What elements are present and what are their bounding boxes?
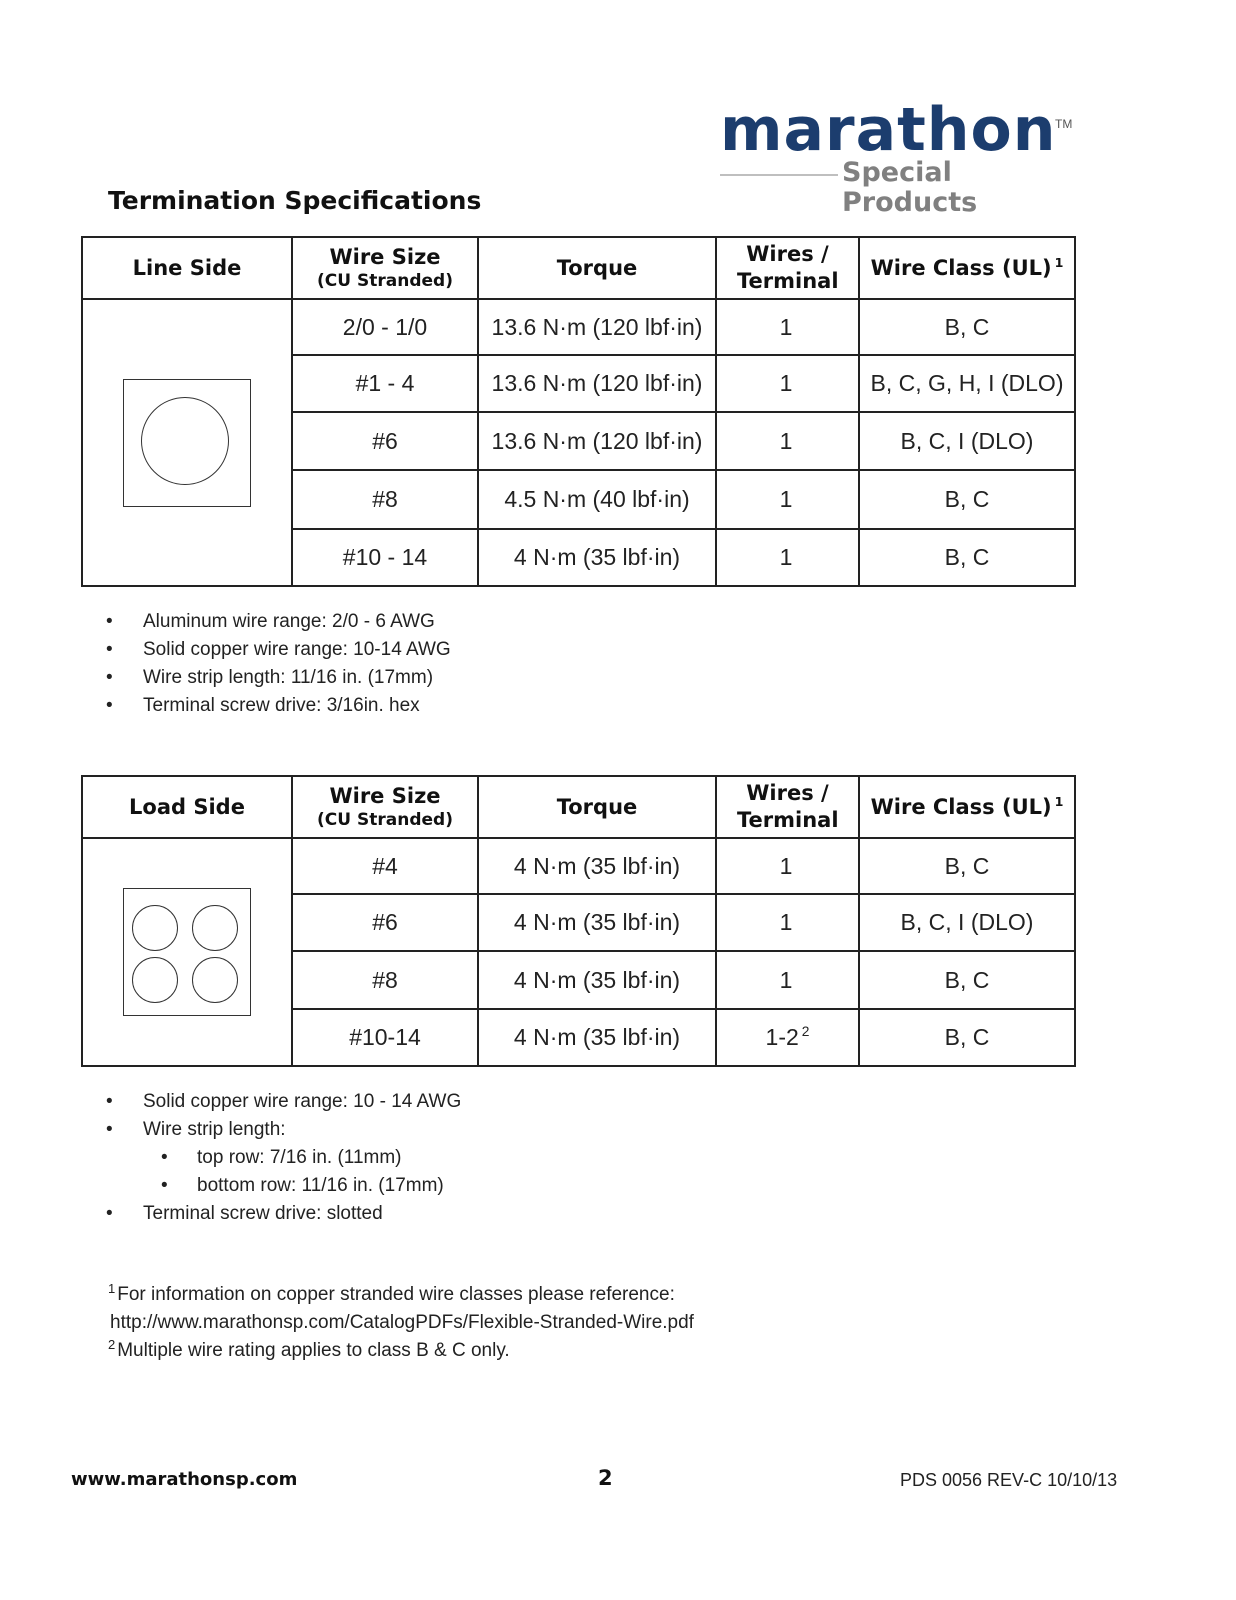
cell-torque: 4 N·m (35 lbf·in): [478, 529, 716, 586]
footnote-ref-1: 1: [1054, 793, 1064, 809]
footnote-line: [108, 1281, 694, 1309]
terminal-hole-icon: [192, 957, 238, 1003]
logo-subtitle: Special Products: [842, 157, 978, 218]
logo-rule: [720, 174, 838, 176]
note-text: Wire strip length: 11/16 in. (17mm): [143, 667, 434, 688]
cell-wires-per-terminal: [716, 412, 859, 470]
cell-wires-per-terminal: [716, 838, 859, 894]
single-terminal-diagram: [123, 379, 251, 507]
table-row: [82, 838, 1075, 894]
note-item: [106, 1116, 461, 1144]
header-wire-size: [292, 776, 478, 838]
table-header-row: [82, 237, 1075, 299]
note-item: [106, 636, 451, 664]
cell-wire-size: #6: [292, 412, 478, 470]
terminal-diagram-cell: [82, 838, 292, 1066]
footnote-text: Multiple wire rating applies to class B & C only.: [117, 1340, 510, 1361]
bullet-icon: •: [106, 695, 113, 716]
header-wire-size-sub: (CU Stranded): [317, 271, 453, 291]
footnote-mark: 1: [108, 1280, 116, 1296]
bullet-icon: •: [106, 667, 113, 688]
header-wires-terminal: Wires / Terminal: [716, 237, 859, 299]
wires-value: 1: [779, 486, 793, 512]
cell-wire-class: B, C: [859, 838, 1075, 894]
cell-wire-size: 2/0 - 1/0: [292, 299, 478, 355]
load-side-table: [81, 775, 1076, 1067]
bullet-icon: •: [106, 639, 113, 660]
page-title: Termination Specifications: [108, 186, 482, 215]
cell-wires-per-terminal: [716, 894, 859, 951]
cell-wire-size: #8: [292, 470, 478, 529]
wires-footnote-ref: 2: [801, 1024, 810, 1040]
wires-value: 1: [779, 544, 793, 570]
cell-wires-per-terminal: [716, 299, 859, 355]
bullet-icon: •: [106, 1091, 113, 1112]
footer-website: www.marathonsp.com: [71, 1469, 298, 1490]
note-text: Aluminum wire range: 2/0 - 6 AWG: [143, 611, 435, 632]
note-text: top row: 7/16 in. (11mm): [197, 1147, 402, 1168]
footer-page-number: 2: [598, 1466, 613, 1490]
cell-wire-class: B, C: [859, 951, 1075, 1009]
header-wire-size-sub: (CU Stranded): [317, 810, 453, 830]
cell-torque: 4 N·m (35 lbf·in): [478, 838, 716, 894]
load-side-notes: [106, 1088, 461, 1228]
footer-document-id: PDS 0056 REV-C 10/10/13: [900, 1470, 1118, 1490]
cell-wires-per-terminal: [716, 355, 859, 412]
header-torque: Torque: [478, 776, 716, 838]
cell-wires-per-terminal: [716, 529, 859, 586]
sub-note-item: [106, 1172, 461, 1200]
cell-wire-class: B, C, I (DLO): [859, 894, 1075, 951]
note-item: [106, 1200, 461, 1228]
wires-value: 1: [779, 313, 793, 340]
logo-wordmark: marathon: [720, 95, 1057, 165]
note-text: Terminal screw drive: slotted: [143, 1203, 383, 1224]
cell-wire-size: #8: [292, 951, 478, 1009]
cell-torque: 4 N·m (35 lbf·in): [478, 951, 716, 1009]
line-side-table: [81, 236, 1076, 587]
header-wire-class: [859, 776, 1075, 838]
header-line-side: Line Side: [82, 237, 292, 299]
cell-torque: 4.5 N·m (40 lbf·in): [478, 470, 716, 529]
bullet-icon: •: [161, 1147, 168, 1168]
cell-torque: 13.6 N·m (120 lbf·in): [478, 355, 716, 412]
footnote-line: [108, 1337, 694, 1365]
bullet-icon: •: [106, 611, 113, 632]
note-text: Solid copper wire range: 10-14 AWG: [143, 639, 451, 660]
footnote-ref-1: 1: [1054, 254, 1064, 270]
cell-wires-per-terminal: [716, 470, 859, 529]
header-wire-class-label: Wire Class (UL): [870, 794, 1052, 819]
cell-wire-class: B, C: [859, 470, 1075, 529]
footnote-text: http://www.marathonsp.com/CatalogPDFs/Flexible-Stranded-Wire.pdf: [110, 1312, 694, 1333]
cell-wire-class: B, C: [859, 529, 1075, 586]
cell-wire-class: B, C: [859, 299, 1075, 355]
cell-torque: 4 N·m (35 lbf·in): [478, 1009, 716, 1066]
note-item: [106, 692, 451, 720]
bullet-icon: •: [161, 1175, 168, 1196]
cell-wire-size: #6: [292, 894, 478, 951]
cell-wire-size: #1 - 4: [292, 355, 478, 412]
header-load-side: Load Side: [82, 776, 292, 838]
header-wire-class-label: Wire Class (UL): [870, 255, 1052, 280]
cell-torque: 4 N·m (35 lbf·in): [478, 894, 716, 951]
cell-wire-class: B, C, I (DLO): [859, 412, 1075, 470]
wires-value: 1-2: [765, 1024, 799, 1050]
terminal-hole-icon: [132, 905, 178, 951]
cell-wire-class: B, C, G, H, I (DLO): [859, 355, 1075, 412]
bullet-icon: •: [106, 1203, 113, 1224]
cell-wires-per-terminal: [716, 1009, 859, 1066]
cell-torque: 13.6 N·m (120 lbf·in): [478, 412, 716, 470]
sub-note-item: [106, 1144, 461, 1172]
note-text: Wire strip length:: [143, 1119, 286, 1140]
footnote-line: [108, 1309, 694, 1337]
header-wire-size-label: Wire Size: [329, 784, 441, 808]
header-torque: Torque: [478, 237, 716, 299]
quad-terminal-diagram: [123, 888, 251, 1016]
note-text: bottom row: 11/16 in. (17mm): [197, 1175, 444, 1196]
note-item: [106, 664, 451, 692]
cell-wire-size: #10 - 14: [292, 529, 478, 586]
wires-value: 1: [779, 852, 793, 879]
header-wire-class: [859, 237, 1075, 299]
table-header-row: [82, 776, 1075, 838]
cell-wire-class: B, C: [859, 1009, 1075, 1066]
table-row: [82, 299, 1075, 355]
marathon-logo: [720, 95, 1080, 218]
wires-value: 1: [779, 370, 793, 396]
bullet-icon: •: [106, 1119, 113, 1140]
terminal-hole-icon: [192, 905, 238, 951]
header-wire-size: [292, 237, 478, 299]
footnote-text: For information on copper stranded wire classes please reference:: [117, 1284, 675, 1305]
footnotes: [108, 1281, 694, 1365]
note-item: [106, 1088, 461, 1116]
header-wires-terminal: Wires / Terminal: [716, 776, 859, 838]
note-item: [106, 608, 451, 636]
footnote-mark: 2: [108, 1336, 116, 1352]
cell-torque: 13.6 N·m (120 lbf·in): [478, 299, 716, 355]
wires-value: 1: [779, 427, 793, 454]
terminal-hole-icon: [132, 957, 178, 1003]
cell-wires-per-terminal: [716, 951, 859, 1009]
wires-value: 1: [779, 909, 793, 935]
terminal-diagram-cell: [82, 299, 292, 586]
logo-trademark: TM: [1055, 117, 1073, 131]
line-side-notes: [106, 608, 451, 720]
terminal-hole-icon: [141, 397, 229, 485]
header-wire-size-label: Wire Size: [329, 245, 441, 269]
wires-value: 1: [779, 966, 793, 993]
cell-wire-size: #4: [292, 838, 478, 894]
note-text: Solid copper wire range: 10 - 14 AWG: [143, 1091, 462, 1112]
note-text: Terminal screw drive: 3/16in. hex: [143, 695, 420, 716]
cell-wire-size: #10-14: [292, 1009, 478, 1066]
